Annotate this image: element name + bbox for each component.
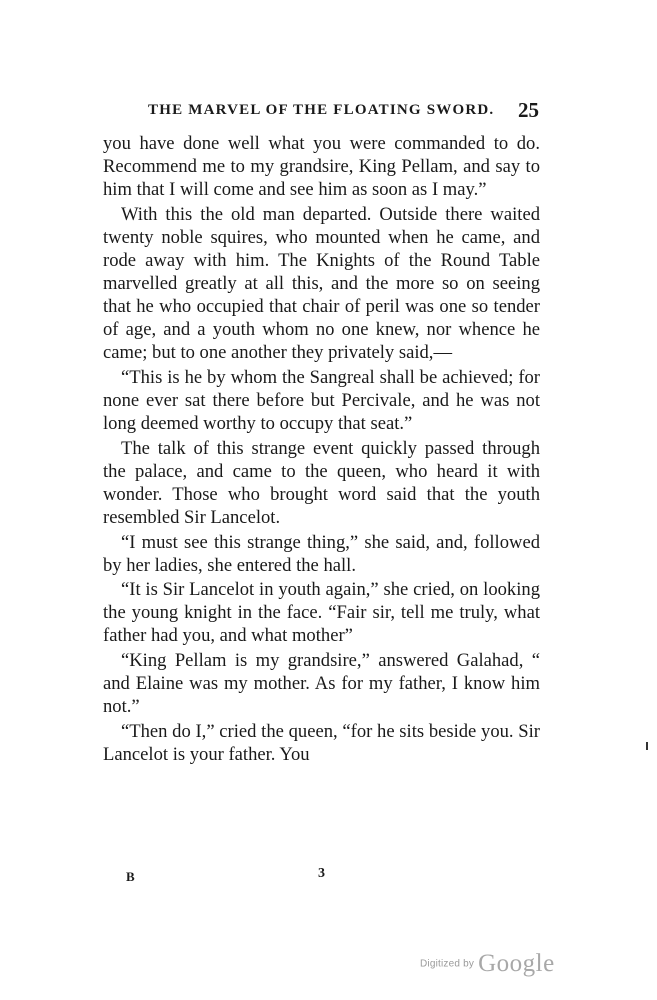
paragraph: “It is Sir Lancelot in youth again,” she cried, on looking the young knight in the face. “Fair sir, tell me truly, what father had you, and what mother” xyxy=(103,579,540,647)
scan-speck xyxy=(646,742,648,750)
running-title: THE MARVEL OF THE FLOATING SWORD. xyxy=(148,102,495,118)
google-logo: Google xyxy=(478,950,555,977)
paragraph-continuation: you have done well what you were commanded to do. Recommend me to my grandsire, King Pellam, and say to him that I will come and see him as soon as I may.” xyxy=(103,133,540,201)
paragraph: “Then do I,” cried the queen, “for he sits beside you. Sir Lancelot is your father. You xyxy=(103,720,540,765)
watermark-prefix: Digitized by xyxy=(420,958,475,970)
paragraph: With this the old man departed. Outside there waited twenty noble squires, who mounted when he came, and rode away with him. The Knights of the Round Table marvelled greatly at all this, and the more so on seeing that he who occupied that chair of peril was one so tender of age, and a youth whom no one knew, nor whence he came; but to one another they privately said,— xyxy=(103,203,540,364)
paragraph: “I must see this strange thing,” she said, and, followed by her ladies, she entered the hall. xyxy=(103,531,540,576)
paragraph: “This is he by whom the Sangreal shall be achieved; for none ever sat there before but Percivale, and he was not long deemed worthy to occupy that seat.” xyxy=(103,366,540,435)
paragraph: The talk of this strange event quickly passed through the palace, and came to the queen, who heard it with wonder. Those who brought word said that the youth resembled Sir Lancelot. xyxy=(103,437,540,528)
paragraph: “King Pellam is my grandsire,” answered Galahad, “ and Elaine was my mother. As for my father, I know him not.” xyxy=(103,650,540,718)
body-text xyxy=(103,132,540,766)
page-number: 25 xyxy=(518,98,539,122)
running-head xyxy=(100,98,545,124)
signature-mark: B xyxy=(126,869,135,884)
sheet-number: 3 xyxy=(318,866,325,881)
digitized-watermark xyxy=(420,950,555,980)
